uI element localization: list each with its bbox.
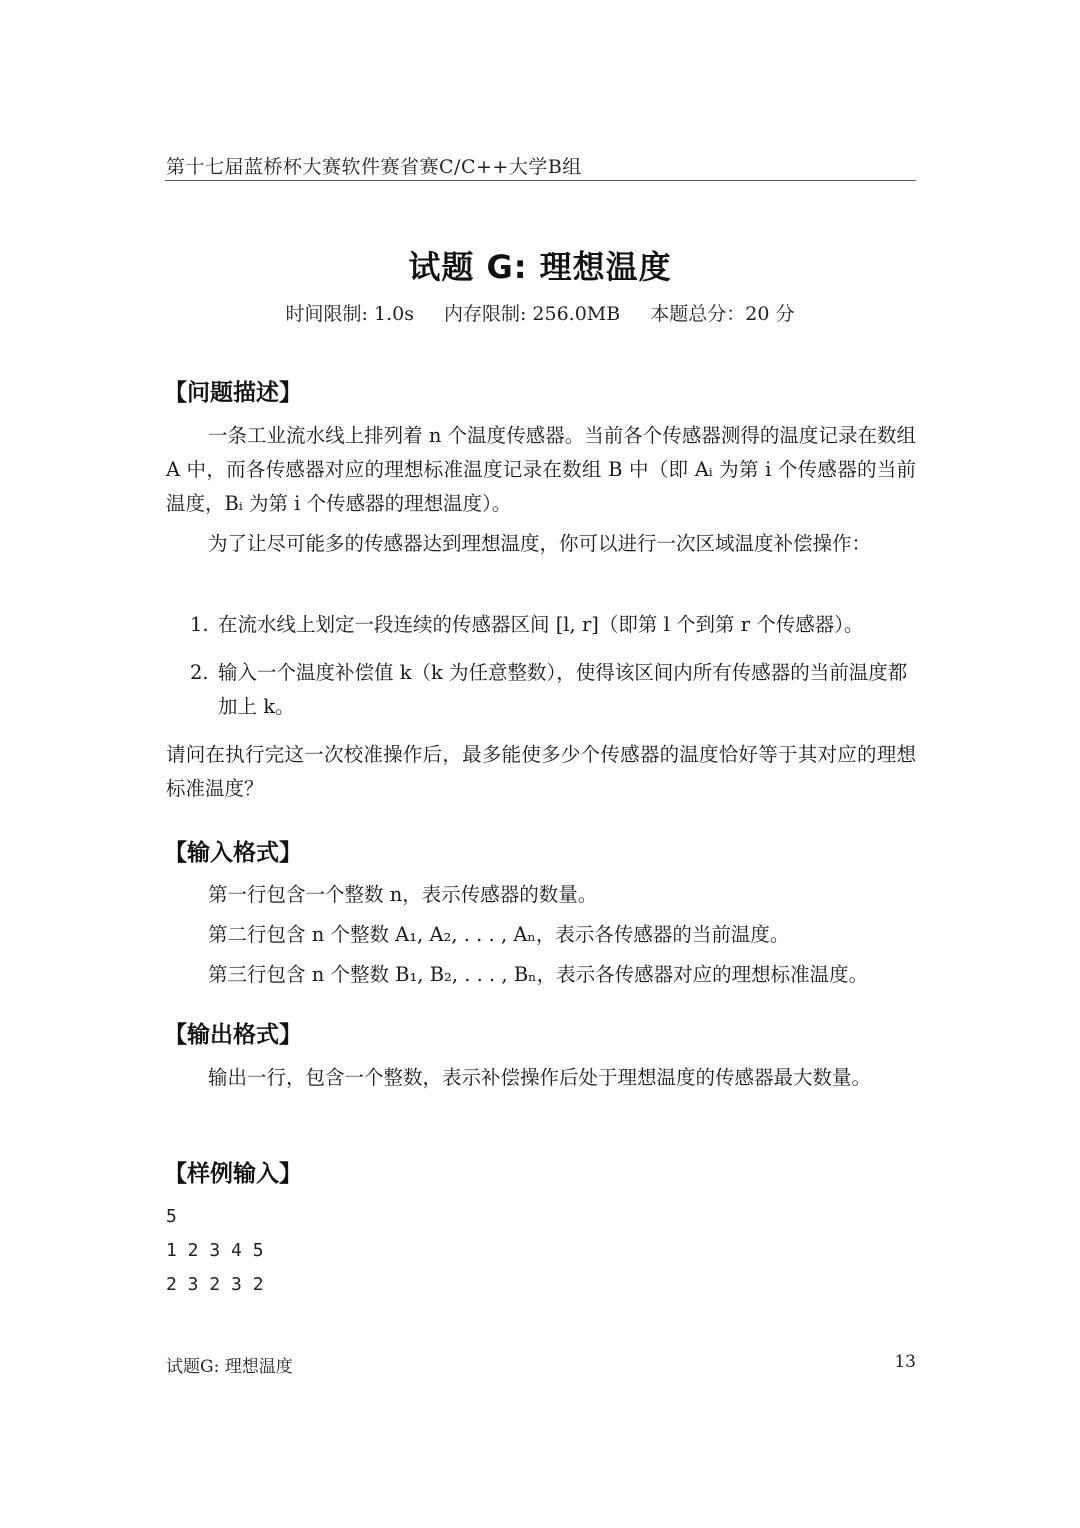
step-text: 在流水线上划定一段连续的传感器区间 [l, r]（即第 l 个到第 r 个传感器）。 bbox=[218, 613, 864, 636]
total-score: 本题总分：20 分 bbox=[650, 303, 795, 325]
header-divider bbox=[165, 180, 916, 181]
step-item bbox=[190, 608, 916, 642]
footer-title: 试题G: 理想温度 bbox=[166, 1357, 293, 1377]
input-line: 第一行包含一个整数 n，表示传感器的数量。 bbox=[208, 883, 598, 906]
sample-input-line: 2 3 2 3 2 bbox=[166, 1274, 264, 1295]
output-format-heading: 【输出格式】 bbox=[164, 1022, 302, 1048]
page-number: 13 bbox=[894, 1352, 916, 1372]
input-format-heading: 【输入格式】 bbox=[164, 840, 302, 866]
description-paragraph-3: 请问在执行完这一次校准操作后，最多能使多少个传感器的温度恰好等于其对应的理想标准温度？ bbox=[166, 743, 916, 800]
step-number: 2. bbox=[190, 661, 209, 684]
description-paragraph-1: 一条工业流水线上排列着 n 个温度传感器。当前各个传感器测得的温度记录在数组 A 中，而各传感器对应的理想标准温度记录在数组 B 中（即 Aᵢ 为第 i 个传感器的当前温度，Bᵢ 为第 i 个传感器的理想温度）。 bbox=[166, 424, 916, 515]
running-header: 第十七届蓝桥杯大赛软件赛省赛C/C++大学B组 bbox=[166, 156, 582, 178]
limits-line bbox=[0, 299, 1080, 326]
input-line: 第三行包含 n 个整数 B₁, B₂, . . . , Bₙ，表示各传感器对应的理想标准温度。 bbox=[208, 963, 869, 986]
problem-title: 试题 G: 理想温度 bbox=[408, 248, 672, 286]
sample-input-line: 1 2 3 4 5 bbox=[166, 1240, 264, 1261]
sample-input-line: 5 bbox=[166, 1206, 177, 1227]
time-limit: 时间限制: 1.0s bbox=[285, 303, 414, 325]
memory-limit: 内存限制: 256.0MB bbox=[443, 303, 621, 325]
step-text: 输入一个温度补偿值 k（k 为任意整数），使得该区间内所有传感器的当前温度都加上 k。 bbox=[218, 661, 908, 718]
step-item bbox=[190, 656, 916, 724]
description-paragraph-2: 为了让尽可能多的传感器达到理想温度，你可以进行一次区域温度补偿操作： bbox=[208, 532, 872, 555]
description-heading: 【问题描述】 bbox=[164, 380, 302, 406]
input-line: 第二行包含 n 个整数 A₁, A₂, . . . , Aₙ，表示各传感器的当前温度。 bbox=[208, 923, 790, 946]
sample-input-heading: 【样例输入】 bbox=[164, 1161, 302, 1187]
output-format-text: 输出一行，包含一个整数，表示补偿操作后处于理想温度的传感器最大数量。 bbox=[208, 1066, 872, 1089]
step-number: 1. bbox=[190, 613, 209, 636]
